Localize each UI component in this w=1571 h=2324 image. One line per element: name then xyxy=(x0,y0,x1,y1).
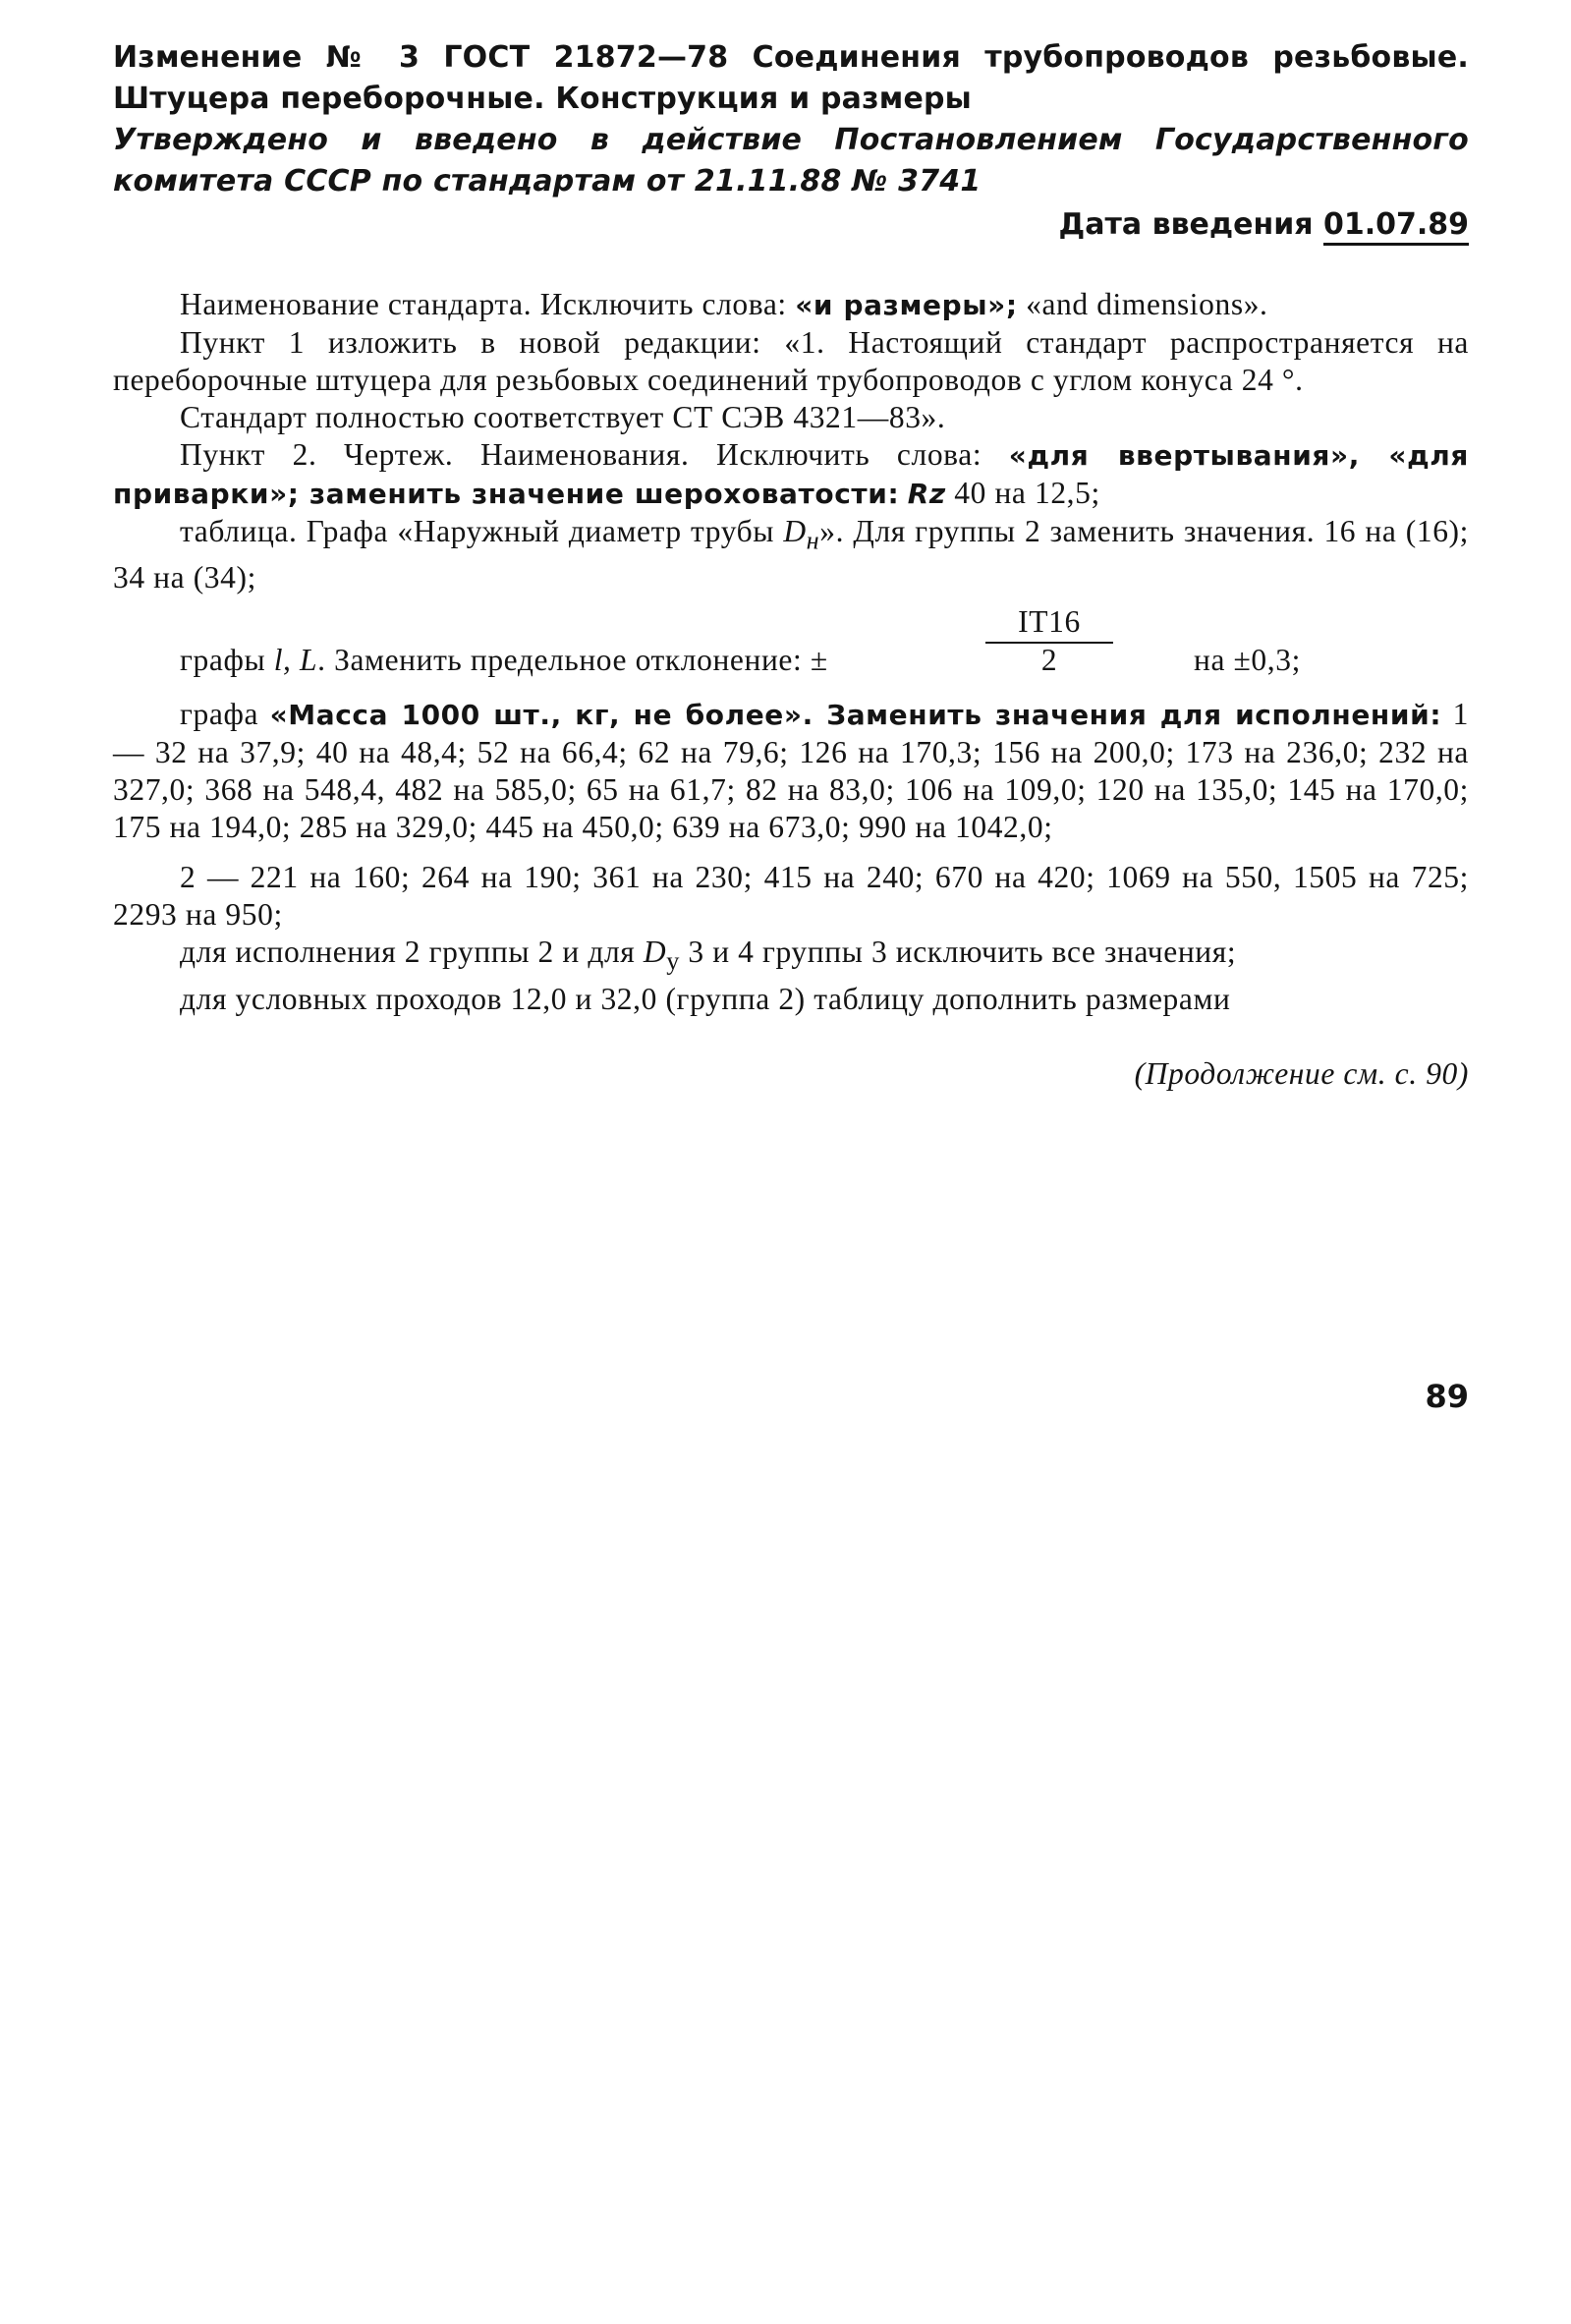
paragraph-standard-name xyxy=(113,286,1469,324)
continuation-note: (Продолжение см. с. 90) xyxy=(1134,1056,1469,1091)
p6-mid: . Заменить предельное отклонение: ± xyxy=(317,643,828,678)
effective-date-label: Дата введения xyxy=(1058,207,1314,242)
p9-dy: D xyxy=(643,935,667,970)
p6-text: графы xyxy=(180,643,274,678)
fraction-denominator: 2 xyxy=(1040,643,1058,678)
p1-bold: «и размеры»; xyxy=(795,289,1018,321)
page-number: 89 xyxy=(1425,1378,1469,1415)
effective-date-value: 01.07.89 xyxy=(1323,207,1469,246)
tolerance-fraction xyxy=(985,604,1113,677)
tolerance-text xyxy=(180,642,828,679)
p5-tail: ». Для группы 2 заменить значения. 16 на (16); 34 на (34); xyxy=(113,514,1469,595)
paragraph-item-2 xyxy=(113,436,1469,513)
amendment-body xyxy=(113,286,1469,1018)
p4-tail: 40 на 12,5; xyxy=(945,476,1100,510)
paragraph-variant-2-values: 2 — 221 на 160; 264 на 190; 361 на 230; 415 на 240; 670 на 420; 1069 на 550, 1505 на 725; 2293 на 950; xyxy=(113,860,1469,933)
p7-bold: «Масса 1000 шт., кг, не более». Заменить значения для исполнений: xyxy=(269,699,1442,732)
p4-bold: «для ввертывания», «для приварки»; заменить значение шероховатости: xyxy=(113,439,1469,510)
p9-text: для исполнения 2 группы 2 и для xyxy=(180,935,644,970)
p1-text: Наименование стандарта. Исключить слова: xyxy=(180,287,796,321)
amendment-title: Изменение № 3 ГОСТ 21872—78 Соединения трубопроводов резьбовые. Штуцера переборочные. Конструкция и размеры xyxy=(113,40,1469,116)
p4-rz: Rz xyxy=(907,478,946,510)
effective-date xyxy=(1059,204,1469,246)
p5-dn-sub: н xyxy=(806,526,820,555)
paragraph-tolerance xyxy=(113,604,1469,683)
paragraph-compliance: Стандарт полностью соответствует СТ СЭВ 4321—83». xyxy=(180,400,946,434)
fraction-numerator: IT16 xyxy=(985,604,1113,644)
approval-statement xyxy=(113,120,1469,202)
p9-dy-sub: у xyxy=(666,946,680,976)
paragraph-supplement: для условных проходов 12,0 и 32,0 (группа 2) таблицу дополнить размерами xyxy=(180,981,1231,1016)
paragraph-exclusion xyxy=(113,934,1469,980)
p4-text: Пункт 2. Чертеж. Наименования. Исключить слова: xyxy=(180,437,1009,472)
p7-values: 1 — 32 на 37,9; 40 на 48,4; 52 на 66,4; 62 на 79,6; 126 на 170,3; 156 на 200,0; 173 на 236,0; 232 на 327,0; 368 на 548,4, 482 на 585,0; 65 на 61,7; 82 на 83,0; 106 на 109,0; 120 на 135,0; 145 на 170,0; 175 на 194,0; 285 на 329,0; 445 на 450,0; 639 на 673,0; 990 на 1042,0; xyxy=(113,697,1469,845)
p9-tail: 3 и 4 группы 3 исключить все значения; xyxy=(679,935,1237,970)
p5-dn: D xyxy=(783,514,807,548)
approval-text: Утверждено и введено в действие Постановлением Государственного комитета СССР по стандартам от 21.11.88 № 3741 xyxy=(113,123,1469,198)
tolerance-new-value: на ±0,3; xyxy=(1194,643,1301,678)
paragraph-mass xyxy=(113,696,1469,846)
paragraph-item-1: Пункт 1 изложить в новой редакции: «1. Настоящий стандарт распространяется на переборочные штуцера для резьбовых соединений трубопроводов с углом конуса 24 °. xyxy=(113,325,1469,397)
p7-text: графа xyxy=(180,697,270,732)
p5-text: таблица. Графа «Наружный диаметр трубы xyxy=(180,514,784,548)
p1-english: «and dimensions». xyxy=(1017,287,1268,321)
p6-l: l, L xyxy=(273,643,318,678)
paragraph-table-outer-diameter xyxy=(113,513,1469,596)
